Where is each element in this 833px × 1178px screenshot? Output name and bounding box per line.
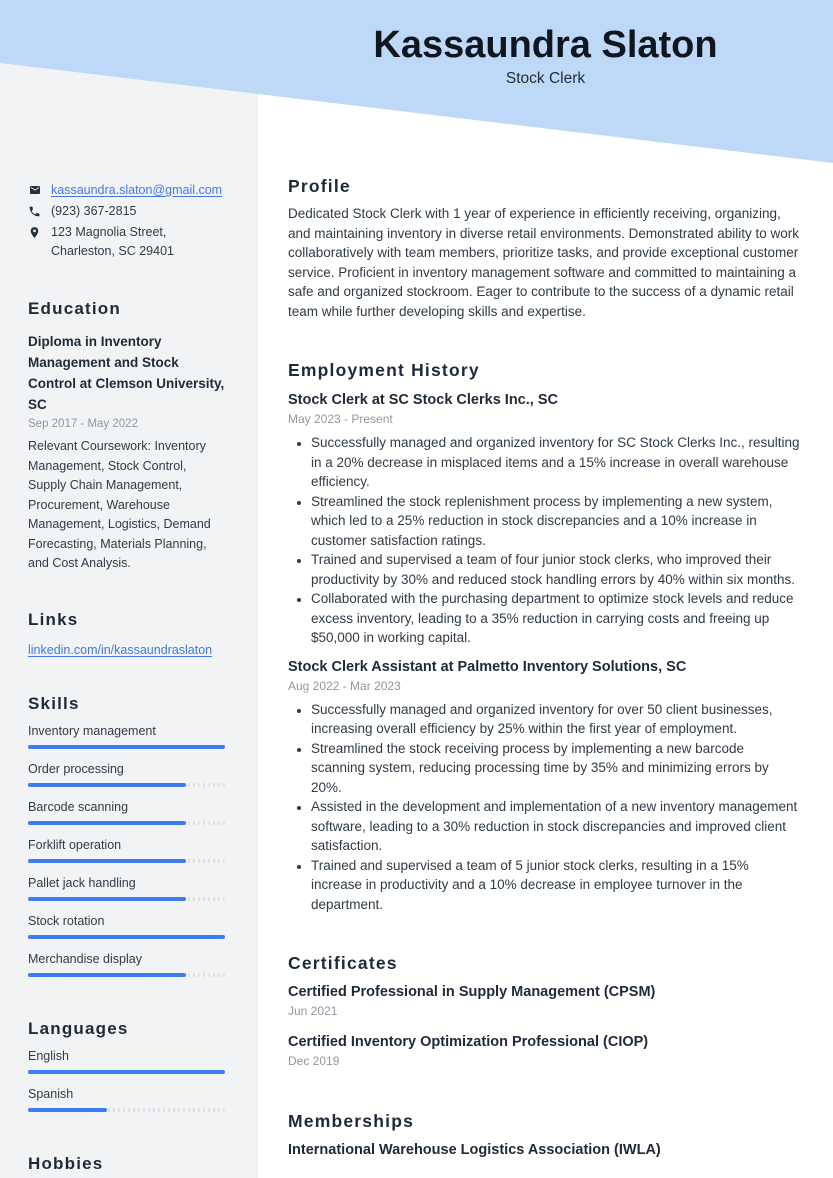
skill-item: [28, 913, 225, 939]
skill-item: [28, 799, 225, 825]
contact-email-row: [28, 181, 225, 200]
skill-bar-track: [28, 821, 225, 825]
phone-number: (923) 367-2815: [51, 204, 137, 218]
job-bullets: [288, 700, 800, 915]
bullet-item: • Assisted in the development and implementation of a new inventory management software, leading to a 30% reduction in stock discrepancies and improved client satisfaction.: [311, 797, 800, 856]
job-bullets: [288, 433, 800, 648]
certificate-date: Dec 2019: [288, 1054, 340, 1068]
skills-list: [28, 723, 225, 977]
language-label: English: [28, 1048, 69, 1063]
skill-bar-track: [28, 783, 225, 787]
links-list: [28, 642, 225, 658]
bullet-item: • Trained and supervised a team of four junior stock clerks, who improved their productivity by 30% and reduced stock handling errors by 40% within six months.: [311, 550, 800, 589]
bullet-item: • Collaborated with the purchasing department to optimize stock levels and reduce excess inventory, leading to a 35% reduction in carrying costs and freeing up $50,000 in working capital.: [311, 589, 800, 648]
skill-label: Forklift operation: [28, 837, 122, 852]
phone-icon: [28, 202, 42, 221]
skills-heading: Skills: [28, 693, 80, 713]
language-bar-track: [28, 1070, 225, 1074]
address-line2: Charleston, SC 29401: [51, 244, 174, 258]
skill-label: Barcode scanning: [28, 799, 129, 814]
bullet-item: • Streamlined the stock receiving process by implementing a new barcode scanning system, reducing processing time by 35% and minimizing errors by 20%.: [311, 739, 800, 798]
skill-bar-fill: [28, 783, 186, 787]
skill-bar-fill: [28, 935, 225, 939]
address-line1: 123 Magnolia Street,: [51, 225, 167, 239]
profile-heading: Profile: [288, 176, 351, 196]
skill-bar-track: [28, 973, 225, 977]
skill-label: Pallet jack handling: [28, 875, 136, 890]
education-degree: Diploma in Inventory Management and Stock Control at Clemson University, SC: [28, 334, 225, 412]
skill-bar-track: [28, 859, 225, 863]
sidebar: [0, 0, 258, 1178]
header: [258, 22, 833, 89]
mail-icon: [28, 181, 42, 200]
language-bar-fill: [28, 1070, 225, 1074]
job-title: Stock Clerk at SC Stock Clerks Inc., SC: [288, 392, 558, 408]
job-entry: [288, 392, 800, 648]
skill-bar-fill: [28, 897, 186, 901]
contact-phone-row: [28, 202, 225, 221]
skill-bar-track: [28, 897, 225, 901]
skill-bar-fill: [28, 859, 186, 863]
skill-bar-track: [28, 935, 225, 939]
skill-item: [28, 837, 225, 863]
skill-item: [28, 875, 225, 901]
job-dates: Aug 2022 - Mar 2023: [288, 678, 401, 693]
skill-label: Inventory management: [28, 723, 156, 738]
contact-block: [28, 181, 225, 261]
bullet-item: • Successfully managed and organized inventory for SC Stock Clerks Inc., resulting in a 20% decrease in misplaced items and a 15% increase in overall warehouse efficiency.: [311, 433, 800, 492]
bullet-item: • Trained and supervised a team of 5 junior stock clerks, resulting in a 15% increase in productivity and a 10% decrease in employee turnover in the department.: [311, 856, 800, 915]
language-bar-track: [28, 1108, 225, 1112]
certificates-heading: Certificates: [288, 953, 398, 973]
skill-bar-track: [28, 745, 225, 749]
languages-heading: Languages: [28, 1018, 129, 1038]
language-label: Spanish: [28, 1086, 74, 1101]
linkedin-link[interactable]: linkedin.com/in/kassaundraslaton: [28, 642, 213, 657]
education-heading: Education: [28, 299, 121, 318]
skill-bar-fill: [28, 745, 225, 749]
memberships-heading: Memberships: [288, 1111, 415, 1131]
language-item: [28, 1086, 225, 1112]
skill-bar-fill: [28, 821, 186, 825]
membership-title: International Warehouse Logistics Association (IWLA): [288, 1142, 661, 1158]
bullet-item: • Successfully managed and organized inventory for over 50 client businesses, increasing overall efficiency by 25% within the first year of employment.: [311, 700, 800, 739]
language-item: [28, 1048, 225, 1074]
person-name: Kassaundra Slaton: [373, 24, 718, 66]
skill-bar-fill: [28, 973, 186, 977]
bullet-item: • Streamlined the stock replenishment process by implementing a new system, which led to a 25% reduction in stock discrepancies and a 10% increase in customer satisfaction ratings.: [311, 492, 800, 551]
skill-label: Order processing: [28, 761, 124, 776]
job-entry: [288, 659, 800, 915]
skill-item: [28, 951, 225, 977]
location-pin-icon: [28, 223, 42, 261]
languages-list: [28, 1048, 225, 1112]
employment-heading: Employment History: [288, 360, 480, 380]
profile-text: Dedicated Stock Clerk with 1 year of experience in efficiently receiving, organizing, and maintaining inventory in diverse retail environments. Demonstrated ability to work collaboratively with team members, prioritize tasks, and provide exceptional customer service. Proficient in inventory management software and committed to maintaining a safe and organized stockroom. Eager to contribute to the success of a dynamic retail team while further developing skills and expertise.: [288, 206, 799, 319]
job-dates: May 2023 - Present: [288, 412, 393, 426]
skill-label: Merchandise display: [28, 951, 142, 966]
links-heading: Links: [28, 609, 79, 629]
skill-item: [28, 723, 225, 749]
hobbies-heading: Hobbies: [28, 1153, 104, 1173]
education-description: Relevant Coursework: Inventory Management, Stock Control, Supply Chain Management, Procurement, Warehouse Management, Logistics, Demand Forecasting, Materials Planning, and Cost Analysis.: [28, 439, 211, 570]
language-bar-fill: [28, 1108, 107, 1112]
job-title: Stock Clerk Assistant at Palmetto Inventory Solutions, SC: [288, 658, 687, 675]
education-dates: Sep 2017 - May 2022: [28, 418, 138, 430]
person-job-title: Stock Clerk: [505, 70, 586, 87]
address-text: [51, 223, 174, 261]
main-content: [288, 0, 800, 1159]
contact-address-row: [28, 223, 225, 261]
skill-label: Stock rotation: [28, 913, 105, 928]
certificate-title: Certified Inventory Optimization Professional (CIOP): [288, 1034, 649, 1050]
certificate-date: Jun 2021: [288, 1004, 338, 1018]
skill-item: [28, 761, 225, 787]
certificate-title: Certified Professional in Supply Management (CPSM): [288, 984, 656, 1000]
email-link[interactable]: kassaundra.slaton@gmail.com: [51, 183, 223, 197]
